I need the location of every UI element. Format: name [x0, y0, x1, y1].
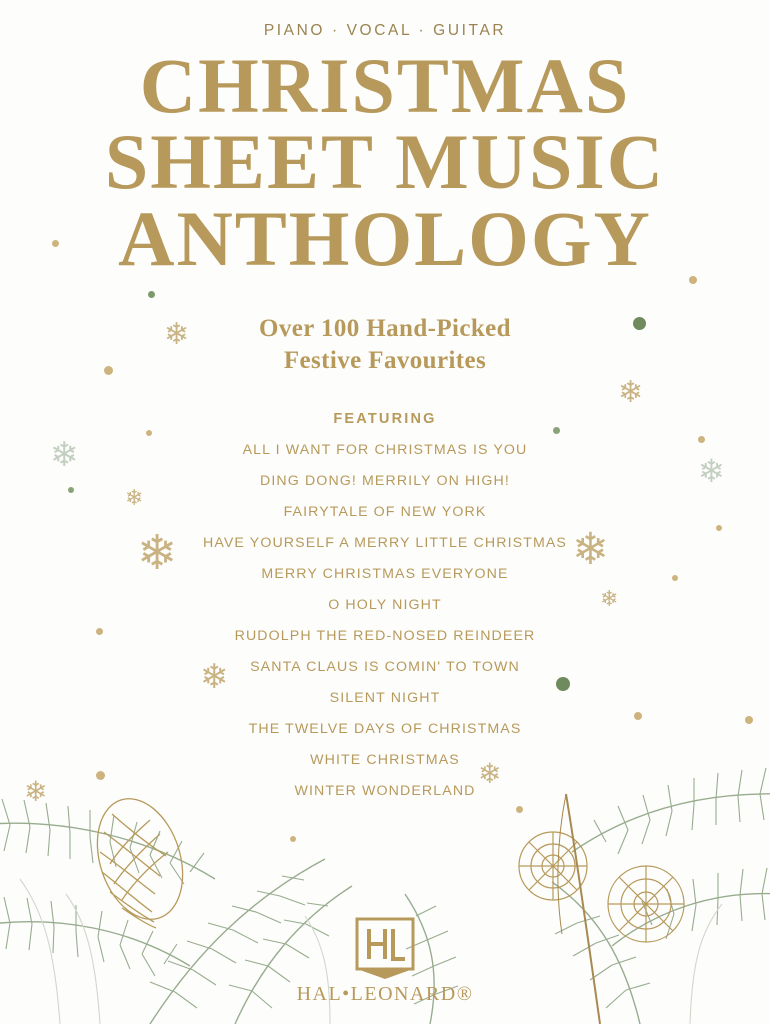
- pinecone-icon: [83, 788, 197, 931]
- featuring-label: FEATURING: [333, 411, 437, 428]
- list-item: RUDOLPH THE RED-NOSED REINDEER: [234, 628, 536, 645]
- title-line-2: SHEET MUSIC: [104, 118, 666, 206]
- page-title: [0, 42, 770, 282]
- subtitle-line-1: Over 100 Hand-Picked: [259, 315, 511, 343]
- list-item: WINTER WONDERLAND: [294, 783, 476, 800]
- snowflake-icon: ❄: [164, 318, 190, 351]
- snowflake-icon: ❄: [137, 527, 178, 580]
- list-item: SILENT NIGHT: [329, 690, 441, 707]
- snowflake-icon: ❄: [698, 453, 725, 489]
- snowflake-icon: ❄: [24, 776, 48, 807]
- snowflake-icon: ❄: [572, 525, 609, 574]
- list-item: SANTA CLAUS IS COMIN' TO TOWN: [250, 659, 520, 676]
- snowflake-icon: ❄: [200, 658, 229, 696]
- snowflake-icon: ❄: [478, 758, 502, 789]
- list-item: O HOLY NIGHT: [328, 597, 442, 614]
- publisher-logo: [0, 917, 770, 1006]
- title-line-3: ANTHOLOGY: [118, 194, 652, 282]
- list-item: FAIRYTALE OF NEW YORK: [283, 504, 487, 521]
- subtitle-line-2: Festive Favourites: [283, 347, 487, 375]
- snowflake-icon: ❄: [618, 376, 644, 409]
- title-line-1: CHRISTMAS: [139, 42, 631, 129]
- hal-leonard-logo-icon: [355, 917, 415, 979]
- snowflake-icon: ❄: [50, 436, 79, 474]
- list-item: HAVE YOURSELF A MERRY LITTLE CHRISTMAS: [203, 535, 567, 552]
- publisher-name: HAL•LEONARD®: [296, 983, 474, 1005]
- list-item: THE TWELVE DAYS OF CHRISTMAS: [248, 721, 522, 738]
- snowflake-icon: ❄: [600, 586, 619, 611]
- list-item: DING DONG! MERRILY ON HIGH!: [260, 473, 510, 490]
- song-list: [0, 442, 770, 799]
- subtitle: [0, 313, 770, 377]
- snowflake-icon: ❄: [125, 485, 144, 510]
- list-item: ALL I WANT FOR CHRISTMAS IS YOU: [242, 442, 528, 459]
- list-item: WHITE CHRISTMAS: [310, 752, 460, 769]
- instrumentation-line: PIANO · VOCAL · GUITAR: [263, 22, 507, 39]
- list-item: MERRY CHRISTMAS EVERYONE: [261, 566, 509, 583]
